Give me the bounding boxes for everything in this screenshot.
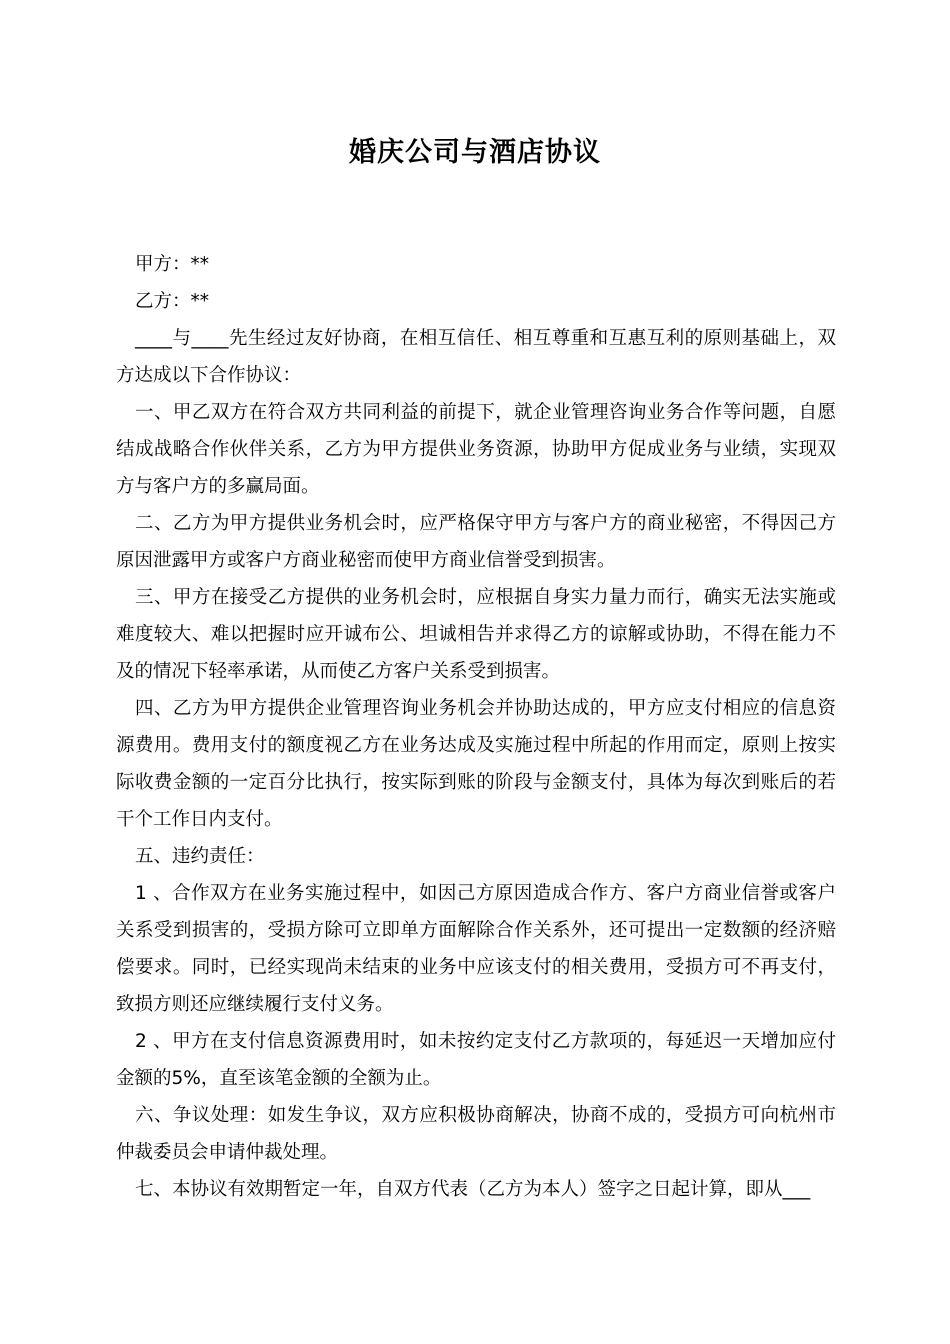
clause-7: 七、本协议有效期暂定一年，自双方代表（乙方为本人）签字之日起计算，即从___ [135, 1179, 811, 1200]
clause-5-item-1: 1 、合作双方在业务实施过程中，如因己方原因造成合作方、客户方商业信誉或客户关系受到损害的，受损方除可立即单方面解除合作关系外，还可提出一定数额的经济赔偿要求。同时，已经实现尚未结束的业务中应该支付的相关费用，受损方可不再支付，致损方则还应继续履行支付义务。 [116, 883, 836, 1015]
clause-5-heading: 五、违约责任： [135, 846, 265, 867]
clause-1: 一、甲乙双方在符合双方共同利益的前提下，就企业管理咨询业务合作等问题，自愿结成战略合作伙伴关系，乙方为甲方提供业务资源，协助甲方促成业务与业绩，实现双方与客户方的多赢局面。 [116, 402, 836, 497]
clause-5-item-2: 2 、甲方在支付信息资源费用时，如未按约定支付乙方款项的，每延迟一天增加应付金额的5%，直至该笔金额的全额为止。 [116, 1031, 836, 1089]
party-b-line: 乙方：** [135, 291, 210, 312]
clause-6: 六、争议处理：如发生争议，双方应积极协商解决，协商不成的，受损方可向杭州市仲裁委员会申请仲裁处理。 [116, 1105, 836, 1163]
document-body [116, 246, 836, 1208]
clause-4: 四、乙方为甲方提供企业管理咨询业务机会并协助达成的，甲方应支付相应的信息资源费用。费用支付的额度视乙方在业务达成及实施过程中所起的作用而定，原则上按实际收费金额的一定百分比执行，按实际到账的阶段与金额支付，具体为每次到账后的若干个工作日内支付。 [116, 698, 836, 830]
intro-paragraph: ____与____先生经过友好协商，在相互信任、相互尊重和互惠互利的原则基础上，双方达成以下合作协议： [116, 328, 836, 386]
clause-3: 三、甲方在接受乙方提供的业务机会时，应根据自身实力量力而行，确实无法实施或难度较大、难以把握时应开诚布公、坦诚相告并求得乙方的谅解或协助，不得在能力不及的情况下轻率承诺，从而使乙方客户关系受到损害。 [116, 587, 836, 682]
document-title: 婚庆公司与酒店协议 [349, 137, 601, 168]
party-a-line: 甲方：** [135, 254, 210, 275]
clause-2: 二、乙方为甲方提供业务机会时，应严格保守甲方与客户方的商业秘密，不得因己方原因泄露甲方或客户方商业秘密而使甲方商业信誉受到损害。 [116, 513, 836, 571]
